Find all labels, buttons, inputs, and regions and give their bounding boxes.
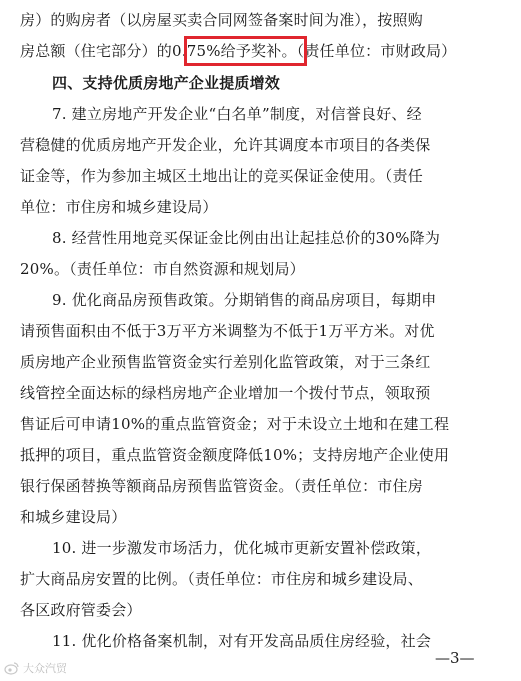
- text-line: 10. 进一步激发市场活力，优化城市更新安置补偿政策，: [52, 539, 432, 557]
- page-number: —3—: [435, 649, 475, 667]
- text-line: 扩大商品房安置的比例。（责任单位：市住房和城乡建设局、: [20, 570, 423, 588]
- highlight-box: [184, 36, 307, 66]
- text-line: 请预售面积由不低于3万平方米调整为不低于1万平方米。对优: [20, 322, 435, 340]
- watermark: [4, 660, 67, 676]
- text-line: 房总额（住宅部分）的0.75%给予奖补。（责任单位：市财政局）: [20, 42, 457, 60]
- text-line: 质房地产企业预售监管资金实行差别化监管政策，对于三条红: [20, 353, 431, 371]
- text-line: 线管控全面达标的绿档房地产企业增加一个拨付节点，领取预: [20, 384, 431, 402]
- text-line: 20%。（责任单位：市自然资源和规划局）: [20, 260, 305, 278]
- text-line: 售证后可申请10%的重点监管资金；对于未设立土地和在建工程: [20, 415, 450, 433]
- text-line: 单位：市住房和城乡建设局）: [20, 198, 218, 216]
- text-line: 8. 经营性用地竞买保证金比例由出让起挂总价的30%降为: [52, 229, 441, 247]
- text-line: 各区政府管委会）: [20, 601, 142, 619]
- text-line: 7. 建立房地产开发企业“白名单”制度，对信誉良好、经: [52, 105, 422, 123]
- text-line: 和城乡建设局）: [20, 508, 127, 526]
- text-line: 9. 优化商品房预售政策。分期销售的商品房项目，每期申: [52, 291, 437, 309]
- section-heading: 四、支持优质房地产企业提质增效: [52, 74, 281, 92]
- weibo-icon: [4, 660, 20, 676]
- text-line: 营稳健的优质房地产开发企业，允许其调度本市项目的各类保: [20, 136, 431, 154]
- text-line: 11. 优化价格备案机制，对有开发高品质住房经验，社会: [52, 632, 432, 650]
- text-line: 证金等，作为参加主城区土地出让的竞买保证金使用。（责任: [20, 167, 423, 185]
- watermark-text: 大众汽贸: [23, 662, 67, 675]
- text-line: 银行保函替换等额商品房预售监管资金。（责任单位：市住房: [20, 477, 423, 495]
- text-line: 房）的购房者（以房屋买卖合同网签备案时间为准），按照购: [20, 11, 423, 29]
- text-line: 抵押的项目，重点监管资金额度降低10%；支持房地产企业使用: [20, 446, 450, 464]
